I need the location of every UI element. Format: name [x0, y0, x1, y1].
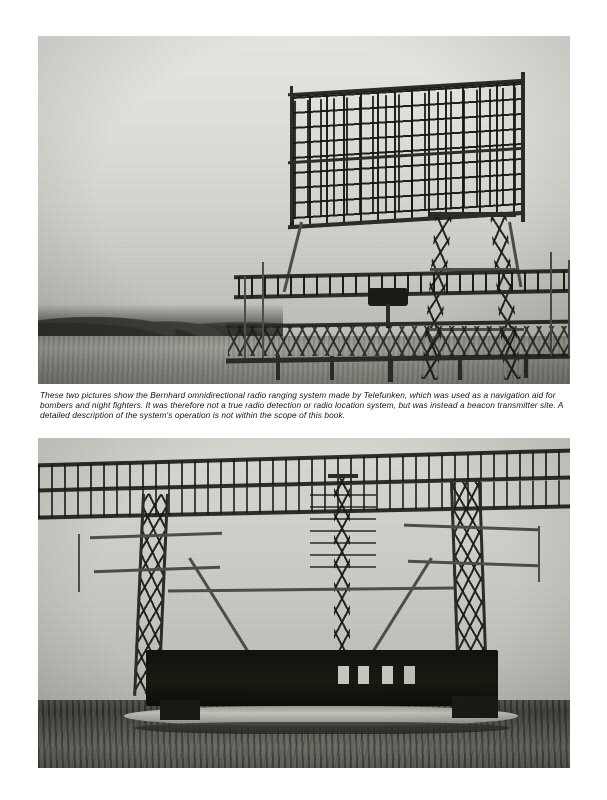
- trestle-column-1: [276, 356, 280, 380]
- photo-bernhard-antenna-upper: [38, 36, 570, 384]
- photo-content-lower: [38, 438, 570, 768]
- cabin-window-1: [338, 666, 349, 684]
- outrigger-pole-right: [538, 526, 540, 582]
- base-bogie-right: [452, 696, 498, 718]
- trestle-column-3: [388, 356, 393, 382]
- scaffold-pole-4: [244, 276, 246, 358]
- center-mast-head: [328, 474, 358, 478]
- array-right-post: [521, 72, 525, 222]
- photo-bernhard-antenna-lower: [38, 438, 570, 768]
- scaffold-pole-1: [550, 252, 552, 356]
- turntable-base-shadow: [134, 722, 510, 734]
- cabin-window-2: [358, 666, 369, 684]
- rotating-cabin: [146, 650, 498, 706]
- base-bogie-left: [160, 700, 200, 720]
- outrigger-pole-left: [78, 534, 80, 592]
- center-mast-dipoles: [310, 494, 376, 574]
- scaffold-pole-2: [568, 260, 570, 356]
- figure-caption: These two pictures show the Bernhard omnidirectional radio ranging system made by Telefunken, which was used as a navigation aid for bombers and night fighters. It was therefore not a true radio detection or radio location system, but was instead a beacon transmitter site. A detailed description of the system's operation is not within the scope of this book.: [40, 390, 564, 421]
- trestle-column-4: [458, 356, 462, 380]
- tower-cap-beam: [430, 212, 516, 217]
- cabin-window-4: [404, 666, 415, 684]
- trestle-column-5: [524, 356, 528, 378]
- trestle-column-2: [330, 356, 334, 380]
- array-left-post: [290, 86, 293, 222]
- antenna-dipole-curtain-upper: [294, 87, 516, 219]
- cabin-window-3: [382, 666, 393, 684]
- trestle-lattice-band: [228, 326, 570, 356]
- scaffold-pole-3: [262, 262, 264, 358]
- photo-content-upper: [38, 36, 570, 384]
